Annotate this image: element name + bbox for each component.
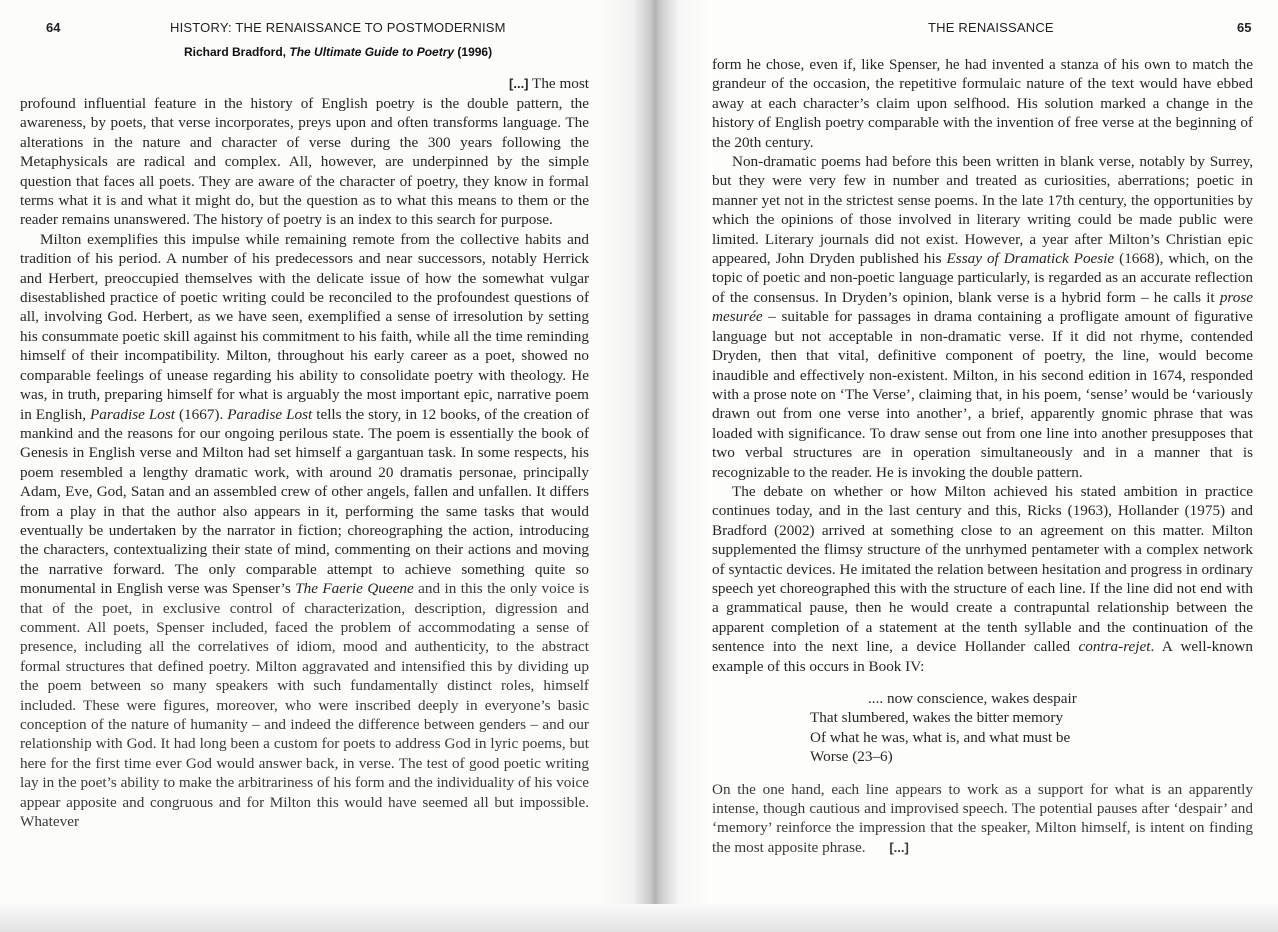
text-run: . A well-known example of this occurs in Book IV: [712, 638, 1253, 675]
left-paragraph-1: profound influential feature in the history of English poetry is the double pattern, the awareness, by poets, that verse incorporates, preys upon and often transforms language. The alterations in the nature and character of verse during the 300 years following the Metaphysicals are radical and complex. All, however, are underpinned by the simple question that faces all poets. They are aware of the character of poetry, they know in formal terms what it is and what it might do, but the question as to what this means to them or the reader remains unanswered. The history of poetry is an index to this search for purpose. [20, 95, 589, 229]
attribution-author: Richard Bradford, [184, 45, 287, 59]
text-run: On the one hand, each line appears to work as a support for what is an apparently intense, though cautious and improvised speech. The potential pauses after ‘despair’ and ‘memory’ reinforce the impression that the speaker, Milton himself, is intent on finding the most apposite phrase. [712, 780, 1253, 856]
verse-quotation [712, 689, 1253, 767]
right-page-number: 65 [1237, 20, 1252, 35]
lead-line [20, 74, 589, 94]
quote-line: .... now conscience, wakes despair [868, 690, 1077, 707]
text-run: Non-dramatic poems had before this been written in blank verse, notably by Surrey, but they were very few in number and treated as curiosities, aberrations; poetic in manner yet not in the strictest sense poems. In the late 17th century, the opportunities by which the opinions of those involved in literary writing could be made public were limited. Literary journals did not exist. However, a year after Milton’s Christian epic appeared, John Dryden published his [712, 153, 1253, 268]
book-gutter-shadow [600, 0, 710, 932]
right-running-head: THE RENAISSANCE [928, 20, 1054, 35]
page-bottom-edge [0, 904, 1278, 932]
attribution [184, 45, 492, 59]
text-run: The debate on whether or how Milton achieved his stated ambition in practice continues today, and in the last century and this, Ricks (1963), Hollander (1975) and Bradford (2002) arrived at something close to an agreement on this matter. Milton supplemented the flimsy structure of the unrhymed pentameter with a complex network of syntactic devices. He imitated the relation between hesitation and progress in ordinary speech yet choreographed this with the structure of each line. If the line did not end with a grammatical pause, then he would create a contrapuntal relationship between the apparent completion of a statement at the tenth syllable and the continuation of the sentence into the next line, a device Hollander called [712, 482, 1253, 656]
book-title: Essay of Dramatick Poesie [946, 250, 1115, 268]
text-run: Milton exemplifies this impulse while remaining remote from the collective habits and tradition of his period. A number of his predecessors and near successors, notably Herrick and Herbert, preoccupied themselves with the delicate issue of how the somewhat vulgar disestablished practice of poetic writing could be reconciled to the profoundest questions of all, involving God. Herbert, as we have seen, exemplified a sense of irresolution by setting his consummate poetic skill against his commitment to his faith, while all the time reminding himself of their incompatibility. Milton, throughout his early career as a poet, showed no comparable feelings of unease regarding his ability to consolidate poetry with theology. He was, in truth, preparing himself for what is arguably the most important epic, narrative poem in English, [20, 230, 589, 423]
attribution-title: The Ultimate Guide to Poetry [289, 45, 455, 59]
book-title: The Faerie Queene [295, 580, 414, 598]
right-paragraph-3 [712, 482, 1253, 676]
text-run: and in this the only voice is that of the poet, in exclusive control of characterization, description, digression and comment. All poets, Spenser included, faced the problem of accommodating a sense of presence, including all the correlatives of idiom, mood and authenticity, to the abstract formal structures that defined poetry. Milton aggravated and intensified this by dividing up the poem between so many speakers with such fundamentally distinct roles, himself included. These were figures, moreover, who were inscribed deeply in everyone’s basic conception of the nature of humanity – and indeed the difference between genders – and our relationship with God. It had long been a custom for poets to address God in lyric poems, but here for the first time ever God would answer back, in verse. The test of good poetic writing lay in the poet’s ability to make the arbitrariness of his form and the individuality of his voice appear apposite and congruous and for Milton this would have seemed all but impossible. Whatever [20, 580, 589, 831]
right-body-text [712, 55, 1253, 857]
lead-text: The most [532, 75, 589, 92]
quote-line: Worse (23–6) [810, 748, 893, 766]
term: prose mesurée [712, 288, 1254, 326]
left-running-head: HISTORY: THE RENAISSANCE TO POSTMODERNISM [170, 20, 506, 35]
right-paragraph-2 [712, 152, 1253, 482]
right-page [640, 0, 1278, 932]
quote-line: That slumbered, wakes the bitter memory [810, 709, 1064, 727]
text-run: tells the story, in 12 books, of the creation of mankind and the reasons for our ongoing perilous state. The poem is essentially the book of Genesis in English verse and Milton had set himself a gargantuan task. In some respects, his poem resembled a lengthy dramatic work, with around 20 dramatis personae, principally Adam, Eve, God, Satan and an assembled crew of other angels, fallen and unfallen. It differs from a play in that the author also appears in it, performing the same tasks that would eventually be undertaken by the narrator in fiction; choreographing the action, introducing the characters, contextualizing their state of mind, commenting on their actions and moving the narrative forward. The only comparable attempt to achieve something quite so monumental in English verse was Spenser’s [20, 405, 589, 598]
right-paragraph-4 [712, 780, 1253, 858]
term: contra-rejet [1078, 638, 1151, 656]
attribution-year: (1996) [457, 45, 493, 59]
book-title: Paradise Lost [90, 405, 175, 423]
quote-line: Of what he was, what is, and what must be [810, 728, 1071, 746]
omission-marker: [...] [509, 76, 529, 91]
left-paragraph-2 [20, 230, 589, 832]
text-run: (1668), which, on the topic of poetic and non-poetic language particularly, is regarded as an accurate reflection of the consensus. In Dryden’s opinion, blank verse is a hybrid form – he calls it [712, 250, 1254, 306]
left-body-text [20, 74, 589, 831]
right-paragraph-1: form he chose, even if, like Spenser, he had invented a stanza of his own to match the grandeur of the occasion, the repetitive formulaic nature of the text would have ebbed away at each character’s claim upon selfhood. His solution marked a change in the history of English poetry comparable with the invention of free verse at the beginning of the 20th century. [712, 56, 1253, 151]
text-run: – suitable for passages in drama containing a profligate amount of figurative language but not acceptable in non-dramatic verse. If it did not rhyme, contended Dryden, then that vital, definitive component of poetry, the line, would become inaudible and effectively non-existent. Milton, in his second edition in 1674, responded with a prose note on ‘The Verse’, claiming that, in his poem, ‘sense’ would be ‘variously drawn out from one verse into another’, a brief, apparently gnomic phrase that was loaded with significance. To draw sense out from one line into another presupposes that two verbal structures are in operation simultaneously and in a manner that is recognizable to the reader. He is invoking the double pattern. [712, 308, 1253, 481]
end-omission-marker: [...] [889, 839, 909, 855]
text-run: (1667). [178, 405, 224, 423]
book-title: Paradise Lost [227, 405, 313, 423]
left-page-number: 64 [46, 20, 61, 35]
